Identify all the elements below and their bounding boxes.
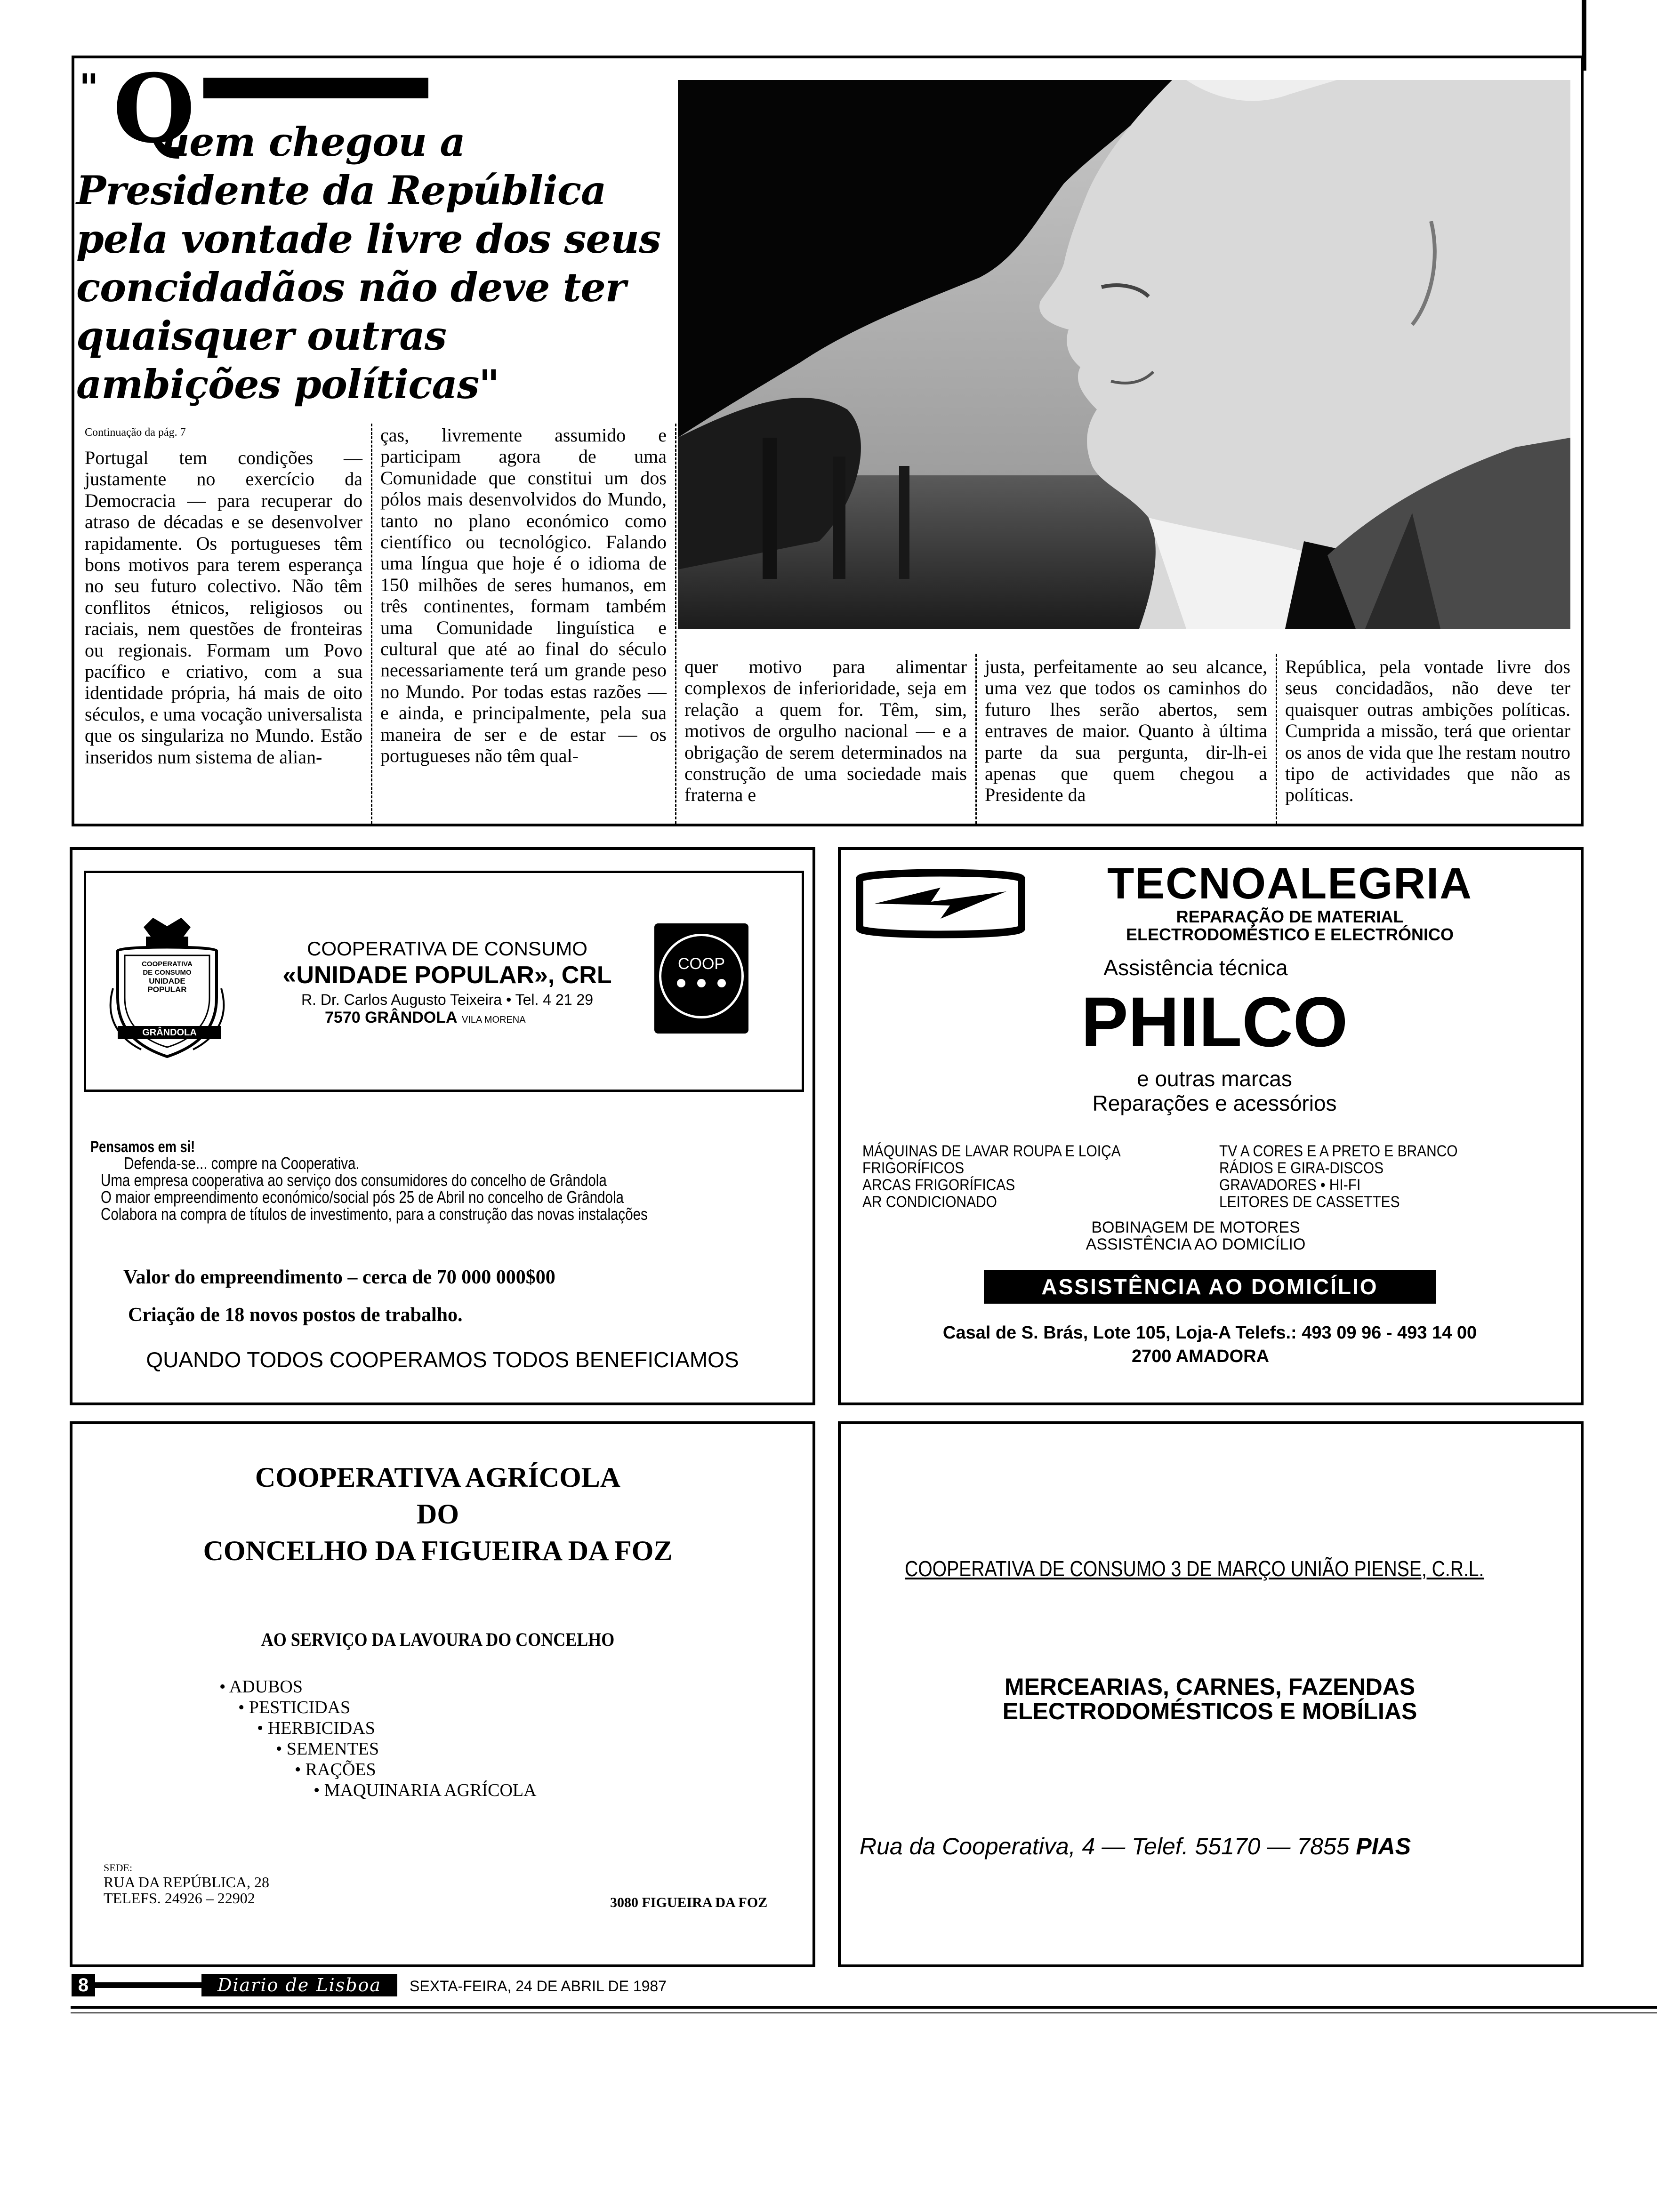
service-item: ASSISTÊNCIA AO DOMICÍLIO: [1086, 1235, 1306, 1253]
grandola-slogan-title: Pensamos em si!: [90, 1138, 195, 1156]
tecnoalegria-center-list: [1017, 1219, 1375, 1253]
crest-line: UNIDADE: [149, 977, 185, 986]
headline-line: pela vontade livre dos seus: [76, 216, 661, 262]
headline-black-bar: [203, 78, 428, 98]
coop-logo-inner: [659, 934, 744, 1018]
figueira-city: 3080 FIGUEIRA DA FOZ: [610, 1895, 768, 1910]
service-item: RÁDIOS E GIRA-DISCOS: [1219, 1159, 1384, 1177]
figueira-service: AO SERVIÇO DA LAVOURA DO CONCELHO: [261, 1629, 615, 1650]
tecnoalegria-city: 2700 AMADORA: [1131, 1346, 1270, 1366]
tecnoalegria-name: TECNOALEGRIA: [1107, 858, 1472, 908]
figueira-address: RUA DA REPÚBLICA, 28: [104, 1874, 270, 1891]
article-column-4: justa, perfeitamente ao seu alcance, uma vez que todos os caminhos do futuro lhes serão abertos, sem entraves de maior. Quanto à última parte da sua pergunta, dir-lh-ei apenas que quem chegou a Presidente da: [985, 656, 1267, 806]
service-item: FRIGORÍFICOS: [862, 1159, 965, 1177]
crest-line: POPULAR: [147, 985, 187, 994]
figueira-title-line: COOPERATIVA AGRÍCOLA: [255, 1462, 621, 1493]
service-item: TV A CORES E A PRETO E BRANCO: [1219, 1142, 1458, 1160]
tecnoalegria-sub1: REPARAÇÃO DE MATERIAL: [1176, 907, 1404, 926]
service-item: ARCAS FRIGORÍFICAS: [862, 1176, 1015, 1194]
headline-line: quaisquer outras: [76, 313, 447, 359]
figueira-item: • PESTICIDAS: [238, 1698, 351, 1717]
figueira-phones: TELEFS. 24926 – 22902: [104, 1890, 255, 1907]
tecnoalegria-logo: [856, 866, 1025, 941]
tecnoalegria-other1: e outras marcas: [1137, 1066, 1292, 1091]
crest-line: COOPERATIVA: [142, 960, 193, 968]
pias-name: COOPERATIVA DE CONSUMO 3 DE MARÇO UNIÃO PIENSE, C.R.L.: [905, 1556, 1484, 1581]
footer-date: SEXTA-FEIRA, 24 DE ABRIL DE 1987: [410, 1978, 667, 1995]
figueira-item: • ADUBOS: [219, 1677, 303, 1697]
footer-rule-segment: [95, 1982, 201, 1988]
masthead: Diario de Lisboa: [201, 1974, 397, 1996]
grandola-footer: QUANDO TODOS COOPERAMOS TODOS BENEFICIAMOS: [146, 1347, 739, 1372]
continuation-note: Continuação da pág. 7: [85, 426, 186, 439]
article-column-5: República, pela vontade livre dos seus concidadãos, não deve ter quaisquer outras ambições políticas. Cumprida a missão, terá que orientar os anos de vida que lhe restam noutro tipo de actividades que não as políticas.: [1285, 656, 1570, 806]
grandola-line: Defenda-se... compre na Cooperativa.: [124, 1154, 360, 1173]
headline-drop-cap: Q: [113, 54, 195, 164]
pias-address-line: [860, 1833, 1411, 1860]
headline-open-quote: ": [79, 65, 99, 110]
service-item: MÁQUINAS DE LAVAR ROUPA E LOIÇA: [862, 1142, 1121, 1160]
page-number: 8: [72, 1974, 95, 1996]
pias-goods-1: MERCEARIAS, CARNES, FAZENDAS: [1004, 1674, 1416, 1700]
column-divider: [371, 424, 372, 824]
tecnoalegria-other2: Reparações e acessórios: [1092, 1091, 1337, 1115]
service-item: AR CONDICIONADO: [862, 1193, 997, 1211]
service-item: LEITORES DE CASSETTES: [1219, 1193, 1400, 1211]
article-column-2: ças, livremente assumido e participam agora de uma Comunidade que constitui um dos pólos mais desenvolvidos do Mundo, tanto no plano económico como científico ou tecnológico. Falando uma língua que hoje é o idioma de 150 milhões de seres humanos, em três continentes, formam também uma Comunidade linguística e cultural que até ao final do século necessariamente terá um grande peso no Mundo. Por todas estas razões — e ainda, e principalmente, pela sua maneira de ser e de estar — os portugueses não têm qual-: [380, 425, 667, 767]
headline-line: Presidente da República: [76, 167, 606, 214]
column-divider: [675, 424, 676, 824]
grandola-city-line: [325, 1007, 526, 1030]
crest-banner: GRÂNDOLA: [118, 1026, 221, 1039]
article-column-1: Portugal tem condições — justamente no exercício da Democracia — para recuperar do atraso de décadas e se desenvolver rapidamente. Os portugueses têm bons motivos para terem esperança no seu futuro colectivo. Não têm conflitos étnicos, religiosos ou raciais, nem questões de fronteiras ou regionais. Formam um Povo pacífico e criativo, com a sua identidade própria, há mais de oito séculos, e uma vocação universalista que os singulariza no Mundo. Estão inseridos num sistema de alian-: [85, 447, 362, 768]
grandola-value: Valor do empreendimento – cerca de 70 000 000$00: [123, 1266, 555, 1288]
figueira-sede: [104, 1862, 269, 1906]
crest-text: [122, 960, 212, 994]
coop-logo-figures: [677, 979, 726, 988]
grandola-line: O maior empreendimento económico/social pós 25 de Abril no concelho de Grândola: [101, 1187, 624, 1207]
grandola-jobs: Criação de 18 novos postos de trabalho.: [128, 1304, 463, 1326]
headline: [76, 118, 660, 409]
grandola-name: «UNIDADE POPULAR», CRL: [282, 962, 612, 989]
tecnoalegria-address: Casal de S. Brás, Lote 105, Loja-A Telefs.: 493 09 96 - 493 14 00: [942, 1323, 1477, 1343]
pias-town: PIAS: [1356, 1833, 1411, 1859]
pias-goods-2: ELECTRODOMÉSTICOS E MOBÍLIAS: [1002, 1698, 1417, 1724]
coop-logo-text: COOP: [677, 955, 725, 973]
figueira-title-line: DO: [417, 1499, 459, 1530]
pias-address: Rua da Cooperativa, 4 — Telef. 55170 — 7855: [860, 1833, 1350, 1859]
headline-line: concidadãos não deve ter: [76, 264, 626, 311]
article-column-3: quer motivo para alimentar complexos de inferioridade, seja em relação a quem for. Têm, sim, motivos de orgulho nacional — e a obrigação de serem determinados na construção de uma sociedade mais fraterna e: [684, 656, 967, 806]
column-divider: [975, 654, 977, 824]
tecnoalegria-sub2: ELECTRODOMÉSTICO E ELECTRÓNICO: [1126, 925, 1454, 944]
tecnoalegria-right-list: [1219, 1143, 1458, 1210]
service-item: GRAVADORES • HI-FI: [1219, 1176, 1361, 1194]
grandola-city-suffix: VILA MORENA: [461, 1015, 526, 1025]
coop-logo: [654, 923, 748, 1034]
headline-line: uem chegou a: [161, 119, 465, 165]
philco-brand: PHILCO: [1081, 982, 1348, 1061]
figueira-sede-label: SEDE:: [104, 1862, 133, 1874]
tecnoalegria-left-list: [862, 1143, 1121, 1210]
headline-line: ambições políticas": [76, 361, 499, 408]
tecnoalegria-assist: Assistência técnica: [1103, 955, 1288, 980]
grandola-city: 7570 GRÂNDOLA: [325, 1009, 458, 1026]
grandola-line: Colabora na compra de títulos de investimento, para a construção das novas instalações: [101, 1204, 648, 1224]
column-divider: [1276, 654, 1277, 824]
bottom-rule-thin: [71, 2012, 1657, 2013]
grandola-address: R. Dr. Carlos Augusto Teixeira • Tel. 4 21 29: [301, 991, 594, 1008]
grandola-lines: [101, 1155, 648, 1223]
bottom-rule: [71, 2006, 1657, 2009]
figueira-item: • HERBICIDAS: [257, 1718, 375, 1738]
figueira-title: [71, 1459, 805, 1569]
top-right-mark: [1582, 0, 1586, 71]
service-item: BOBINAGEM DE MOTORES: [1091, 1218, 1300, 1236]
grandola-heading: COOPERATIVA DE CONSUMO: [307, 938, 587, 960]
figueira-item: • SEMENTES: [276, 1739, 379, 1759]
crest-line: DE CONSUMO: [143, 969, 192, 977]
tecnoalegria-banner: ASSISTÊNCIA AO DOMICÍLIO: [984, 1270, 1436, 1304]
figueira-title-line: CONCELHO DA FIGUEIRA DA FOZ: [203, 1535, 673, 1566]
president-photo: [678, 80, 1570, 629]
figueira-items: [219, 1676, 537, 1801]
grandola-line: Uma empresa cooperativa ao serviço dos consumidores do concelho de Grândola: [101, 1170, 607, 1190]
figueira-item: • RAÇÕES: [295, 1760, 376, 1779]
figueira-item: • MAQUINARIA AGRÍCOLA: [314, 1780, 537, 1800]
